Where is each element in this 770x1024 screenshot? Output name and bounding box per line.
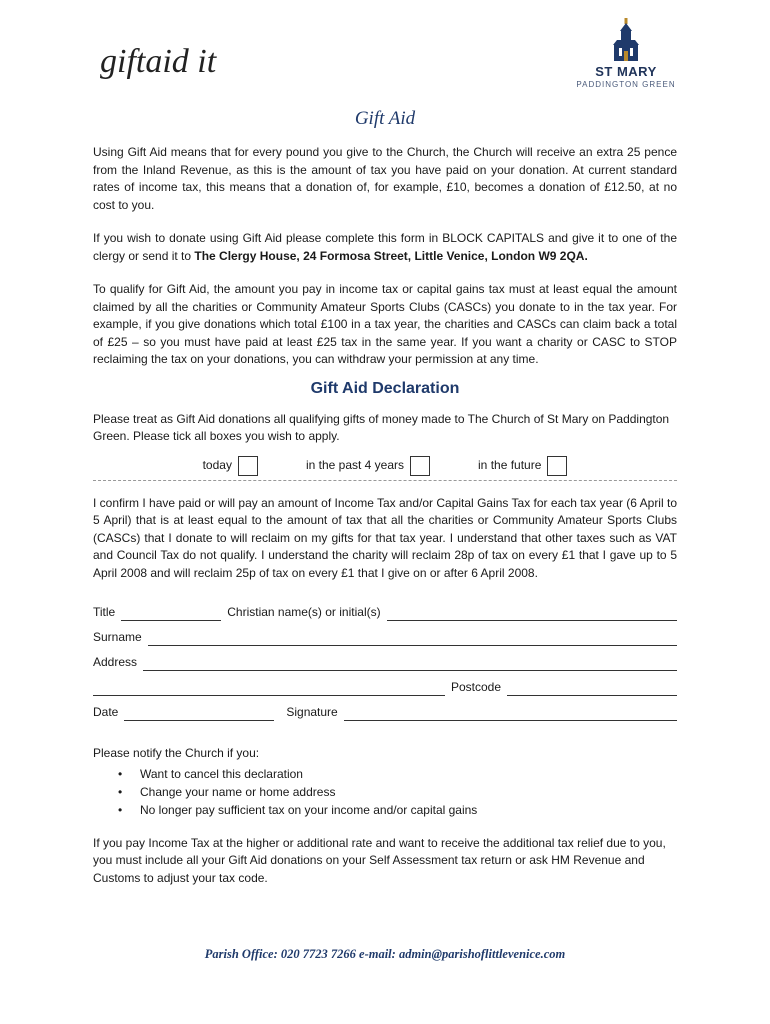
footer-contact: Parish Office: 020 7723 7266 e-mail: admin@parishoflittlevenice.com [204,947,566,961]
list-item: • Change your name or home address [140,783,677,801]
intro-paragraph-2 [93,230,677,265]
surname-row [93,629,677,646]
surname-field[interactable] [148,633,677,646]
past-4-years-checkbox[interactable] [410,456,430,476]
option-future [478,456,567,476]
christian-name-field[interactable] [387,608,677,621]
signature-label: Signature [286,704,338,719]
date-label: Date [93,704,119,719]
address-row [93,654,677,671]
giftaid-logo-text: giftaid it [100,43,217,80]
option-past-4-years [306,456,430,476]
postcode-field[interactable] [507,683,677,696]
intro-paragraph-2-text: If you wish to donate using Gift Aid please complete this form in BLOCK CAPITALS and give it to one of the clergy or send it to [93,231,677,263]
giftaid-logo [96,38,256,94]
address-field[interactable] [143,658,677,671]
st-mary-logo [566,18,686,96]
church-icon [609,18,643,62]
surname-label: Surname [93,629,142,644]
declaration-heading: Gift Aid Declaration [310,379,460,397]
page-title: Gift Aid [354,108,416,129]
confirm-paragraph: I confirm I have paid or will pay an amount of Income Tax and/or Capital Gains Tax for each tax year (6 April to 5 April) that is at least equal to the amount of tax that all the charities or Community Amateur Sports Clubs (CASCs) that I donate to will reclaim on my gifts for that tax year. I understand that other taxes such as VAT and Council Tax do not qualify. I understand the charity will reclaim 28p of tax on every £1 that I gave up to 5 April 2008 and will reclaim 25p of tax on every £1 that I give on or after 6 April 2008. [93,495,677,580]
postcode-label: Postcode [450,679,501,694]
option-today [203,456,258,476]
christian-name-label: Christian name(s) or initial(s) [227,604,381,619]
title-label: Title [93,604,116,619]
date-field[interactable] [124,708,274,721]
option-past-4-years-label: in the past 4 years [305,457,405,472]
paddington-green-label: PADDINGTON GREEN [576,80,676,89]
higher-rate-paragraph: If you pay Income Tax at the higher or additional rate and want to receive the additional tax relief due to you, you must include all your Gift Aid donations on your Self Assessment tax return or ask HM Revenue and Customs to adjust your tax code. [93,835,666,885]
clergy-house-address: The Clergy House, 24 Formosa Street, Little Venice, London W9 2QA. [194,248,588,263]
address-line-2-field[interactable] [93,683,445,696]
signature-field[interactable] [344,708,677,721]
date-signature-row [93,704,677,721]
st-mary-label: ST MARY [595,64,657,79]
intro-paragraph-1: Using Gift Aid means that for every pound you give to the Church, the Church will receive an extra 25 pence from the Inland Revenue, as this is the amount of tax you have paid on your donation. At current standard rates of income tax, this means that a donation of, for example, £10, becomes a donation of £12.50, at no cost to you. [93,145,677,212]
tick-options [93,456,677,476]
list-item: • No longer pay sufficient tax on your income and/or capital gains [140,801,677,819]
postcode-row [93,679,677,696]
giftaid-logo-graphic [96,38,256,94]
notify-list [93,765,677,819]
notify-intro: Please notify the Church if you: [93,746,260,760]
future-checkbox[interactable] [547,456,567,476]
intro-paragraph-3: To qualify for Gift Aid, the amount you pay in income tax or capital gains tax must at least equal the amount claimed by all the charities or Community Amateur Sports Clubs (CASCs) you donate to in the tax year. For example, if you give donations which total £100 in a tax year, the charities and CASCs can claim back a total of £25 – so you must have paid at least £25 tax in the same year. If you want a charity or CASC to STOP reclaiming the tax on your donations, you can withdraw your permission at any time. [93,282,677,366]
option-today-label: today [202,457,232,472]
form-body [93,108,677,887]
today-checkbox[interactable] [238,456,258,476]
name-row [93,604,677,621]
address-label: Address [93,654,138,669]
option-future-label: in the future [478,457,542,472]
list-item: • Want to cancel this declaration [140,765,677,783]
title-field[interactable] [121,608,221,621]
declaration-treat-text: Please treat as Gift Aid donations all qualifying gifts of money made to The Church of St Mary on Paddington Green. Please tick all boxes you wish to apply. [93,411,670,443]
divider [93,480,677,481]
